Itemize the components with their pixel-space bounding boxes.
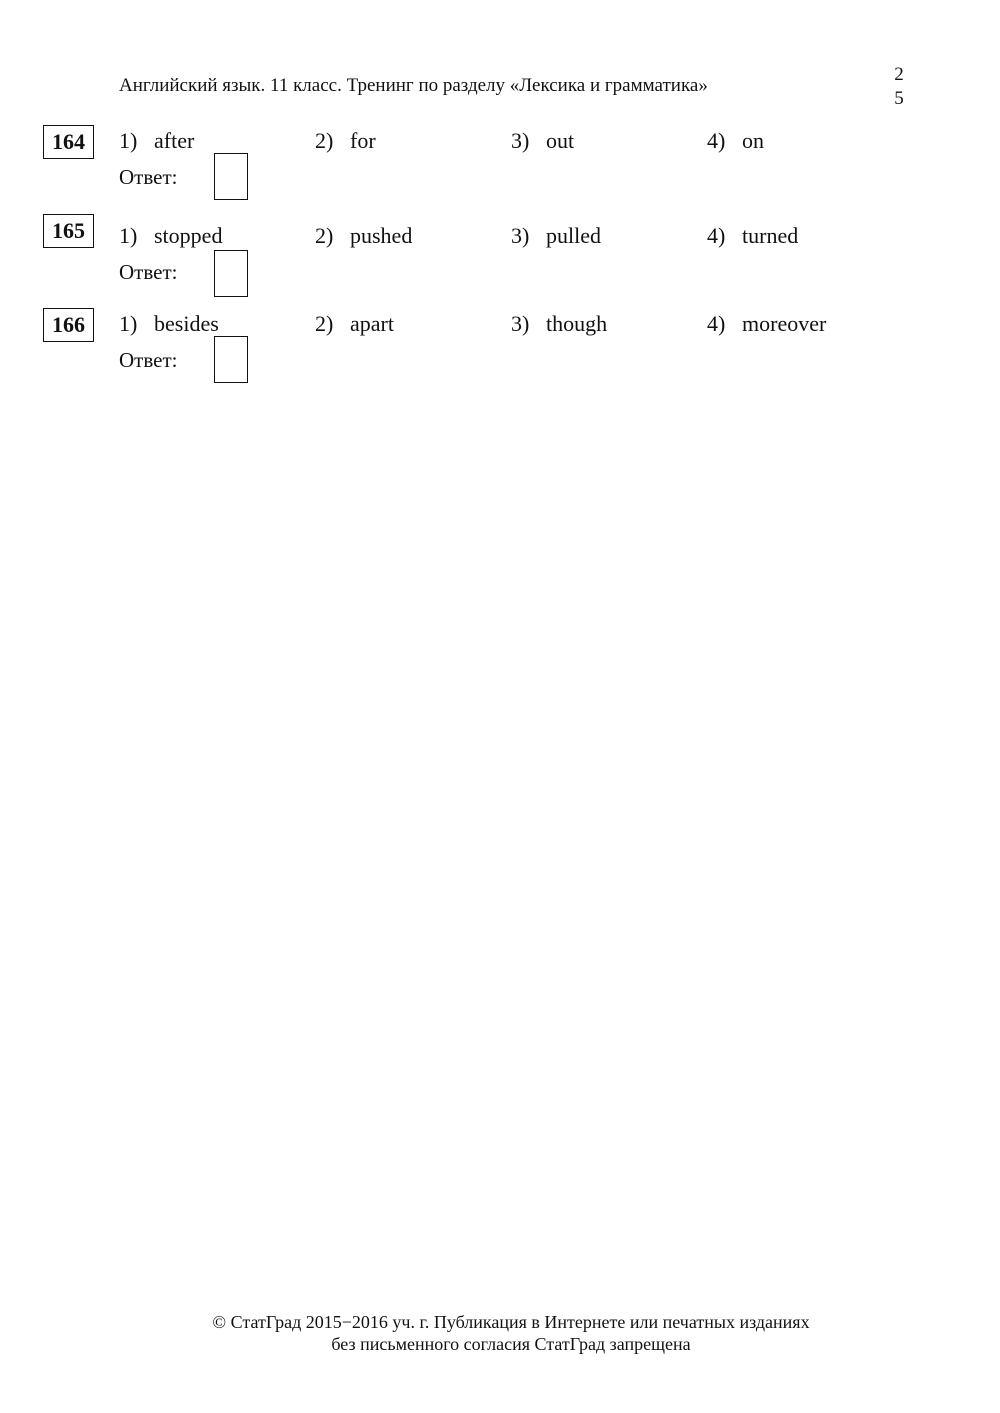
option-text: stopped [154, 223, 223, 248]
option-number: 2) [315, 311, 334, 336]
page-number-top: 2 [894, 64, 904, 85]
option-text: apart [350, 311, 394, 336]
answer-label: Ответ: [119, 165, 178, 189]
option-number: 4) [707, 223, 726, 248]
task-number: 164 [43, 125, 94, 159]
task-166 [0, 308, 1000, 398]
option-number: 4) [707, 128, 726, 153]
option-2 [315, 308, 394, 340]
option-number: 1) [119, 128, 138, 153]
option-number: 4) [707, 311, 726, 336]
answer-box[interactable] [214, 250, 248, 297]
option-1 [119, 308, 219, 340]
option-number: 2) [315, 223, 334, 248]
answer-box[interactable] [214, 153, 248, 200]
answer-box[interactable] [214, 336, 248, 383]
page-number-bottom: 5 [894, 88, 904, 109]
option-1 [119, 125, 194, 157]
option-3 [511, 220, 601, 252]
footer-notice: без письменного согласия СтатГрад запрещена [331, 1334, 691, 1354]
option-number: 2) [315, 128, 334, 153]
task-number: 165 [43, 214, 94, 248]
option-4 [707, 125, 764, 157]
option-2 [315, 220, 412, 252]
option-number: 3) [511, 223, 530, 248]
task-165 [0, 214, 1000, 304]
option-4 [707, 220, 798, 252]
option-text: after [154, 128, 195, 153]
option-1 [119, 220, 222, 252]
footer-copyright: © СтатГрад 2015−2016 уч. г. Публикация в Интернете или печатных изданиях [212, 1312, 810, 1332]
option-text: turned [742, 223, 799, 248]
option-4 [707, 308, 826, 340]
option-text: pulled [546, 223, 601, 248]
option-text: on [742, 128, 764, 153]
option-text: pushed [350, 223, 413, 248]
option-3 [511, 308, 607, 340]
option-number: 1) [119, 223, 138, 248]
option-text: moreover [742, 311, 827, 336]
option-text: out [546, 128, 575, 153]
option-text: though [546, 311, 608, 336]
page-number [888, 63, 910, 111]
answer-label: Ответ: [119, 348, 178, 372]
option-number: 1) [119, 311, 138, 336]
task-164 [0, 125, 1000, 215]
task-number: 166 [43, 308, 94, 342]
page-footer [0, 1311, 1000, 1355]
option-3 [511, 125, 574, 157]
option-2 [315, 125, 376, 157]
answer-label: Ответ: [119, 260, 178, 284]
option-number: 3) [511, 128, 530, 153]
option-text: besides [154, 311, 219, 336]
option-text: for [350, 128, 376, 153]
option-number: 3) [511, 311, 530, 336]
page-header-title: Английский язык. 11 класс. Тренинг по разделу «Лексика и грамматика» [119, 75, 708, 96]
